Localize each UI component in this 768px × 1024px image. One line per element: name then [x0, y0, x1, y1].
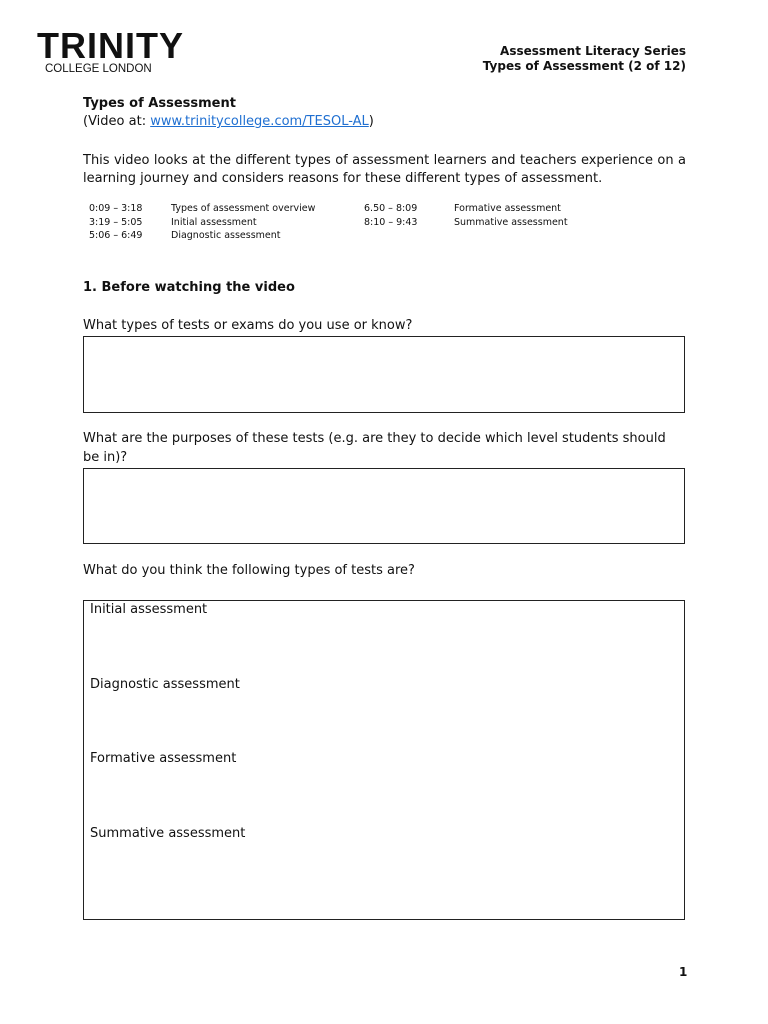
intro-paragraph: This video looks at the different types of assessment learners and teachers experience on a learning journey and considers reasons for these different types of assessment. — [83, 153, 686, 186]
video-reference — [83, 113, 686, 130]
question-1: What types of tests or exams do you use or know? — [83, 318, 413, 333]
video-prefix: (Video at: — [83, 114, 151, 129]
video-suffix: ) — [368, 114, 374, 129]
series-title: Assessment Literacy Series — [500, 44, 686, 58]
logo-wordmark: TRINITY — [37, 25, 184, 66]
timetable-time: 6.50 – 8:09 — [364, 203, 418, 214]
question-2: What are the purposes of these tests (e.g. are they to decide which level students should be in)? — [83, 431, 666, 465]
answer-box-3[interactable] — [83, 600, 685, 920]
timetable-time: 8:10 – 9:43 — [364, 216, 418, 228]
answer-box-2[interactable] — [83, 468, 685, 544]
box-label-initial: Initial assessment — [90, 602, 208, 617]
timetable-topic: Diagnostic assessment — [171, 230, 281, 241]
box-label-formative: Formative assessment — [90, 751, 237, 766]
video-link[interactable]: www.trinitycollege.com/TESOL-AL — [150, 114, 369, 129]
timetable-times-left — [89, 202, 142, 243]
timetable-topic: Summative assessment — [454, 216, 568, 228]
timetable-topic: Initial assessment — [171, 216, 257, 228]
trinity-logo — [37, 25, 197, 76]
timetable-topic: Types of assessment overview — [171, 203, 316, 214]
question-3: What do you think the following types of tests are? — [83, 563, 415, 578]
timetable-topic: Formative assessment — [454, 203, 561, 214]
series-header — [483, 44, 686, 74]
timetable-topics-left — [171, 202, 315, 243]
page-number: 1 — [679, 965, 688, 979]
timetable-times-right — [364, 202, 417, 229]
timetable-topics-right — [454, 202, 568, 229]
section-heading: 1. Before watching the video — [83, 280, 295, 295]
video-timetable — [83, 202, 686, 244]
answer-box-1[interactable] — [83, 336, 685, 413]
timetable-time: 0:09 – 3:18 — [89, 203, 143, 214]
timetable-time: 3:19 – 5:05 — [89, 216, 143, 228]
intro-section — [83, 95, 686, 244]
timetable-time: 5:06 – 6:49 — [89, 230, 143, 241]
series-subtitle: Types of Assessment (2 of 12) — [482, 59, 686, 73]
box-label-summative: Summative assessment — [90, 826, 246, 841]
logo-subtitle: COLLEGE LONDON — [45, 63, 152, 75]
box-label-diagnostic: Diagnostic assessment — [90, 677, 240, 692]
page-title: Types of Assessment — [83, 96, 236, 111]
